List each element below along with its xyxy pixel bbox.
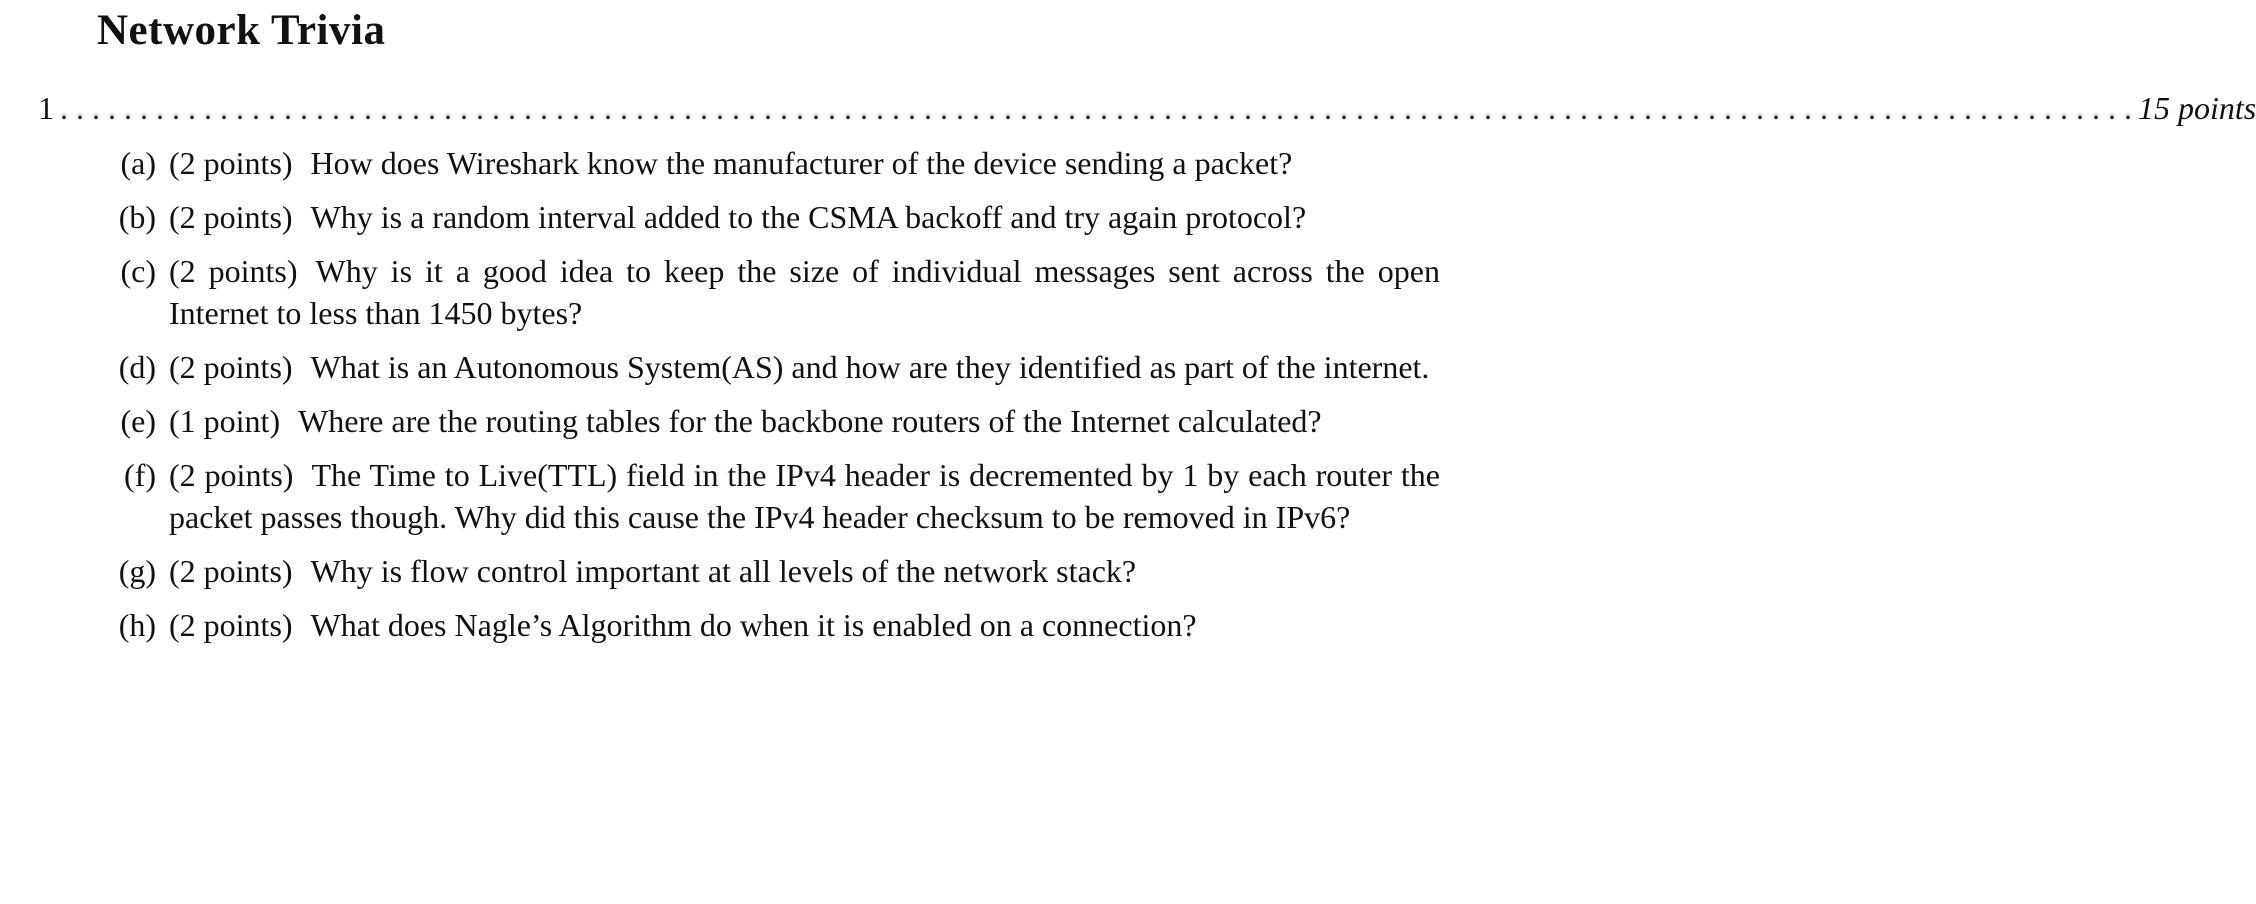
sub-question-text: What is an Autonomous System(AS) and how are they identified as part of the internet. <box>310 349 1430 385</box>
sub-question-label: (e) <box>120 403 156 439</box>
sub-question-a <box>100 142 1440 184</box>
question-points: 15 points <box>2138 90 2256 126</box>
sub-question-label: (c) <box>120 253 156 289</box>
sub-question-label: (h) <box>118 607 156 643</box>
sub-question-text: Why is flow control important at all levels of the network stack? <box>310 553 1137 589</box>
sub-question-text: Why is it a good idea to keep the size of individual messages sent across the open Internet to less than 1450 bytes? <box>169 253 1441 331</box>
sub-question-label: (b) <box>118 199 156 235</box>
question-header <box>38 90 2256 127</box>
sub-question-label: (g) <box>118 553 156 589</box>
sub-question-points: (2 points) <box>169 253 298 289</box>
sub-question-h <box>100 604 1440 646</box>
sub-question-text: Why is a random interval added to the CSMA backoff and try again protocol? <box>310 199 1307 235</box>
dot-leader: . . . . . . . . . . . . . . . . . . . . . . . . . . . . . . . . . . . . . . . . . . . . . . . . . . . . . . . . . . . . . . . . . . . . . . . . . . . . . . . . . . . . . . . . . . . . . . . . . . . . . . . . . . . . . . . . . . . . . . . . . . . . . . . . . . <box>60 90 2132 126</box>
sub-question-label: (f) <box>124 457 156 493</box>
sub-question-points: (2 points) <box>169 145 293 181</box>
sub-question-points: (2 points) <box>169 457 294 493</box>
sub-question-text: How does Wireshark know the manufacturer of the device sending a packet? <box>310 145 1293 181</box>
sub-question-c <box>100 250 1440 334</box>
sub-question-points: (2 points) <box>169 553 293 589</box>
page-title: Network Trivia <box>97 7 386 54</box>
sub-question-points: (1 point) <box>169 403 281 439</box>
sub-question-list <box>100 142 1440 658</box>
sub-question-label: (a) <box>120 145 156 181</box>
sub-question-text: Where are the routing tables for the backbone routers of the Internet calculated? <box>298 403 1322 439</box>
question-number: 1 <box>38 90 54 126</box>
sub-question-points: (2 points) <box>169 607 293 643</box>
sub-question-d <box>100 346 1440 388</box>
sub-question-points: (2 points) <box>169 199 293 235</box>
sub-question-text: The Time to Live(TTL) field in the IPv4 header is decremented by 1 by each router the packet passes though. Why did this cause the IPv4 header checksum to be removed in IPv6? <box>169 457 1440 535</box>
sub-question-e <box>100 400 1440 442</box>
sub-question-text: What does Nagle’s Algorithm do when it is enabled on a connection? <box>310 607 1197 643</box>
sub-question-label: (d) <box>118 349 156 385</box>
sub-question-g <box>100 550 1440 592</box>
sub-question-f <box>100 454 1440 538</box>
sub-question-points: (2 points) <box>169 349 293 385</box>
sub-question-b <box>100 196 1440 238</box>
